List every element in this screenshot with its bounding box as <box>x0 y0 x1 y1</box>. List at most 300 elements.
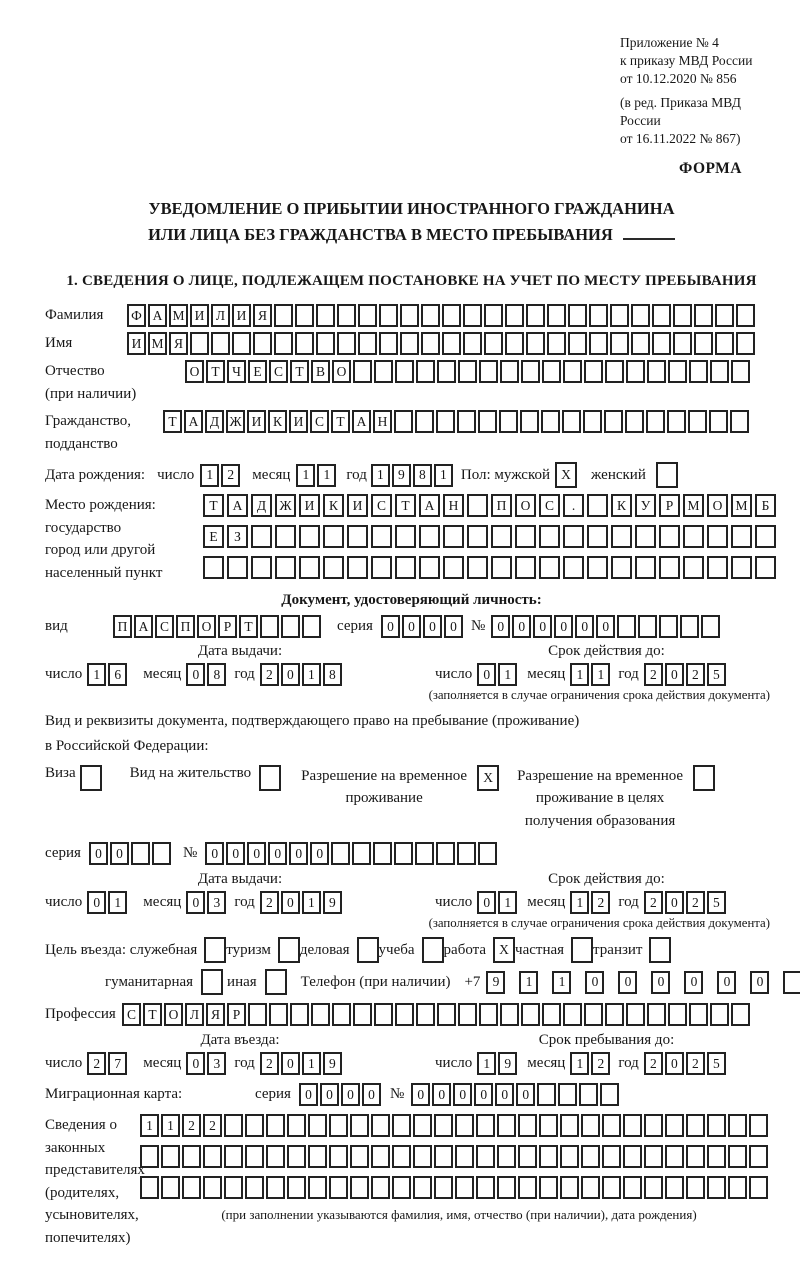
char-box[interactable] <box>686 1176 705 1199</box>
char-box[interactable]: 2 <box>644 891 663 914</box>
char-box[interactable]: 0 <box>575 615 594 638</box>
char-box[interactable]: С <box>269 360 288 383</box>
char-box[interactable] <box>505 332 524 355</box>
char-box[interactable] <box>602 1114 621 1137</box>
char-box[interactable] <box>295 332 314 355</box>
char-box[interactable] <box>715 304 734 327</box>
char-box[interactable] <box>332 1003 351 1026</box>
char-box[interactable] <box>623 1114 642 1137</box>
char-box[interactable] <box>539 525 560 548</box>
char-box[interactable] <box>161 1176 180 1199</box>
char-box[interactable] <box>434 1176 453 1199</box>
char-box[interactable]: С <box>310 410 329 433</box>
char-box[interactable] <box>539 556 560 579</box>
char-box[interactable] <box>421 304 440 327</box>
char-box[interactable]: 9 <box>392 464 411 487</box>
char-box[interactable] <box>476 1114 495 1137</box>
char-box[interactable] <box>689 1003 708 1026</box>
char-box[interactable] <box>253 332 272 355</box>
char-box[interactable] <box>707 1176 726 1199</box>
char-box[interactable] <box>709 410 728 433</box>
char-box[interactable] <box>707 525 728 548</box>
char-box[interactable] <box>659 556 680 579</box>
char-box[interactable]: 0 <box>186 891 205 914</box>
char-box[interactable] <box>245 1176 264 1199</box>
char-box[interactable]: И <box>289 410 308 433</box>
char-box[interactable]: 0 <box>750 971 769 994</box>
char-box[interactable] <box>484 304 503 327</box>
char-box[interactable] <box>458 360 477 383</box>
char-box[interactable] <box>584 1003 603 1026</box>
char-box[interactable] <box>631 332 650 355</box>
char-box[interactable] <box>647 1003 666 1026</box>
char-box[interactable] <box>560 1145 579 1168</box>
char-box[interactable] <box>467 556 488 579</box>
char-box[interactable] <box>736 304 755 327</box>
char-box[interactable] <box>707 1145 726 1168</box>
char-box[interactable] <box>467 525 488 548</box>
char-box[interactable] <box>201 969 223 995</box>
char-box[interactable] <box>731 556 752 579</box>
char-box[interactable]: 8 <box>207 663 226 686</box>
char-box[interactable]: Д <box>251 494 272 517</box>
char-box[interactable] <box>140 1176 159 1199</box>
char-box[interactable] <box>413 1176 432 1199</box>
char-box[interactable]: К <box>611 494 632 517</box>
char-box[interactable] <box>539 1176 558 1199</box>
char-box[interactable]: О <box>707 494 728 517</box>
char-box[interactable]: И <box>299 494 320 517</box>
char-box[interactable] <box>463 304 482 327</box>
char-box[interactable] <box>203 1176 222 1199</box>
char-box[interactable] <box>688 410 707 433</box>
char-box[interactable] <box>274 304 293 327</box>
char-box[interactable] <box>755 556 776 579</box>
char-box[interactable] <box>204 937 226 963</box>
char-box[interactable]: А <box>184 410 203 433</box>
char-box[interactable] <box>547 332 566 355</box>
char-box[interactable] <box>457 410 476 433</box>
char-box[interactable] <box>479 360 498 383</box>
char-box[interactable] <box>434 1114 453 1137</box>
char-box[interactable]: 0 <box>268 842 287 865</box>
char-box[interactable] <box>281 615 300 638</box>
char-box[interactable]: Б <box>755 494 776 517</box>
char-box[interactable] <box>668 360 687 383</box>
char-box[interactable] <box>287 1114 306 1137</box>
char-box[interactable] <box>413 1145 432 1168</box>
char-box[interactable]: 7 <box>108 1052 127 1075</box>
char-box[interactable]: 2 <box>221 464 240 487</box>
char-box[interactable]: 0 <box>512 615 531 638</box>
char-box[interactable]: 0 <box>381 615 400 638</box>
char-box[interactable]: 0 <box>477 891 496 914</box>
char-box[interactable] <box>232 332 251 355</box>
char-box[interactable] <box>518 1145 537 1168</box>
char-box[interactable]: 0 <box>516 1083 535 1106</box>
char-box[interactable]: 2 <box>260 891 279 914</box>
char-box[interactable] <box>227 556 248 579</box>
char-box[interactable] <box>499 410 518 433</box>
char-box[interactable] <box>668 1003 687 1026</box>
char-box[interactable]: 2 <box>182 1114 201 1137</box>
char-box[interactable] <box>308 1176 327 1199</box>
char-box[interactable] <box>710 1003 729 1026</box>
char-box[interactable] <box>731 360 750 383</box>
char-box[interactable] <box>579 1083 598 1106</box>
char-box[interactable] <box>394 842 413 865</box>
char-box[interactable]: М <box>148 332 167 355</box>
char-box[interactable] <box>442 332 461 355</box>
char-box[interactable]: 2 <box>591 891 610 914</box>
char-box[interactable] <box>683 556 704 579</box>
char-box[interactable] <box>353 360 372 383</box>
char-box[interactable] <box>625 410 644 433</box>
char-box[interactable] <box>626 360 645 383</box>
char-box[interactable] <box>421 332 440 355</box>
char-box[interactable] <box>308 1114 327 1137</box>
char-box[interactable] <box>419 556 440 579</box>
char-box[interactable] <box>665 1114 684 1137</box>
char-box[interactable] <box>652 332 671 355</box>
char-box[interactable]: 0 <box>474 1083 493 1106</box>
char-box[interactable] <box>457 842 476 865</box>
char-box[interactable]: Ч <box>227 360 246 383</box>
char-box[interactable] <box>479 1003 498 1026</box>
char-box[interactable] <box>605 1003 624 1026</box>
char-box[interactable] <box>581 1114 600 1137</box>
char-box[interactable] <box>323 556 344 579</box>
char-box[interactable] <box>400 304 419 327</box>
char-box[interactable] <box>265 969 287 995</box>
char-box[interactable] <box>224 1176 243 1199</box>
char-box[interactable]: С <box>122 1003 141 1026</box>
char-box[interactable] <box>715 332 734 355</box>
char-box[interactable]: 9 <box>498 1052 517 1075</box>
char-box[interactable]: 5 <box>707 663 726 686</box>
char-box[interactable]: 1 <box>591 663 610 686</box>
char-box[interactable] <box>605 360 624 383</box>
char-box[interactable]: А <box>148 304 167 327</box>
char-box[interactable] <box>371 525 392 548</box>
char-box[interactable]: И <box>347 494 368 517</box>
char-box[interactable] <box>667 410 686 433</box>
char-box[interactable] <box>673 304 692 327</box>
char-box[interactable]: Я <box>206 1003 225 1026</box>
char-box[interactable] <box>260 615 279 638</box>
char-box[interactable] <box>337 304 356 327</box>
char-box[interactable]: Р <box>218 615 237 638</box>
char-box[interactable] <box>560 1176 579 1199</box>
char-box[interactable]: 0 <box>89 842 108 865</box>
char-box[interactable] <box>539 1114 558 1137</box>
char-box[interactable]: 0 <box>411 1083 430 1106</box>
char-box[interactable] <box>436 842 455 865</box>
char-box[interactable] <box>371 1145 390 1168</box>
char-box[interactable] <box>347 556 368 579</box>
char-box[interactable]: 0 <box>495 1083 514 1106</box>
char-box[interactable] <box>646 410 665 433</box>
char-box[interactable]: 1 <box>434 464 453 487</box>
char-box[interactable]: 2 <box>203 1114 222 1137</box>
char-box[interactable]: 1 <box>296 464 315 487</box>
char-box[interactable]: Ж <box>226 410 245 433</box>
char-box[interactable] <box>245 1114 264 1137</box>
char-box[interactable]: Ф <box>127 304 146 327</box>
char-box[interactable] <box>749 1114 768 1137</box>
char-box[interactable]: В <box>311 360 330 383</box>
char-box[interactable] <box>251 556 272 579</box>
char-box[interactable]: 2 <box>686 1052 705 1075</box>
char-box[interactable] <box>563 360 582 383</box>
char-box[interactable] <box>357 937 379 963</box>
char-box[interactable] <box>224 1114 243 1137</box>
char-box[interactable] <box>610 304 629 327</box>
char-box[interactable]: М <box>683 494 704 517</box>
char-box[interactable]: X <box>493 937 515 963</box>
char-box[interactable] <box>316 332 335 355</box>
char-box[interactable]: А <box>227 494 248 517</box>
char-box[interactable] <box>140 1145 159 1168</box>
char-box[interactable] <box>392 1114 411 1137</box>
char-box[interactable] <box>558 1083 577 1106</box>
char-box[interactable]: П <box>176 615 195 638</box>
char-box[interactable]: 0 <box>432 1083 451 1106</box>
char-box[interactable] <box>245 1145 264 1168</box>
char-box[interactable] <box>611 556 632 579</box>
char-box[interactable] <box>80 765 102 791</box>
char-box[interactable] <box>203 1145 222 1168</box>
char-box[interactable] <box>316 304 335 327</box>
char-box[interactable]: 0 <box>281 891 300 914</box>
char-box[interactable]: К <box>268 410 287 433</box>
char-box[interactable] <box>602 1145 621 1168</box>
char-box[interactable]: 1 <box>302 891 321 914</box>
char-box[interactable] <box>656 462 678 488</box>
char-box[interactable]: 0 <box>423 615 442 638</box>
char-box[interactable]: У <box>635 494 656 517</box>
char-box[interactable] <box>652 304 671 327</box>
char-box[interactable]: 0 <box>651 971 670 994</box>
char-box[interactable] <box>434 1145 453 1168</box>
char-box[interactable] <box>302 615 321 638</box>
char-box[interactable] <box>379 332 398 355</box>
char-box[interactable] <box>623 1176 642 1199</box>
char-box[interactable] <box>437 360 456 383</box>
char-box[interactable] <box>604 410 623 433</box>
char-box[interactable] <box>731 525 752 548</box>
char-box[interactable] <box>542 1003 561 1026</box>
char-box[interactable]: 1 <box>498 891 517 914</box>
char-box[interactable]: 0 <box>226 842 245 865</box>
char-box[interactable]: 0 <box>665 1052 684 1075</box>
char-box[interactable] <box>295 304 314 327</box>
char-box[interactable] <box>707 1114 726 1137</box>
char-box[interactable] <box>337 332 356 355</box>
char-box[interactable]: 0 <box>205 842 224 865</box>
char-box[interactable] <box>571 937 593 963</box>
char-box[interactable]: 1 <box>570 1052 589 1075</box>
char-box[interactable] <box>478 410 497 433</box>
char-box[interactable] <box>413 1114 432 1137</box>
char-box[interactable] <box>749 1176 768 1199</box>
char-box[interactable]: 0 <box>281 1052 300 1075</box>
char-box[interactable] <box>497 1145 516 1168</box>
char-box[interactable] <box>515 556 536 579</box>
char-box[interactable] <box>287 1176 306 1199</box>
char-box[interactable] <box>649 937 671 963</box>
char-box[interactable] <box>211 332 230 355</box>
char-box[interactable]: 9 <box>323 1052 342 1075</box>
char-box[interactable] <box>373 842 392 865</box>
char-box[interactable]: 8 <box>413 464 432 487</box>
char-box[interactable]: 0 <box>310 842 329 865</box>
char-box[interactable]: 1 <box>371 464 390 487</box>
char-box[interactable] <box>728 1145 747 1168</box>
char-box[interactable] <box>476 1145 495 1168</box>
char-box[interactable]: С <box>371 494 392 517</box>
char-box[interactable]: 0 <box>618 971 637 994</box>
char-box[interactable] <box>311 1003 330 1026</box>
char-box[interactable]: 0 <box>186 663 205 686</box>
char-box[interactable]: Т <box>143 1003 162 1026</box>
char-box[interactable]: Т <box>290 360 309 383</box>
char-box[interactable] <box>395 1003 414 1026</box>
char-box[interactable] <box>400 332 419 355</box>
char-box[interactable] <box>673 332 692 355</box>
char-box[interactable] <box>347 525 368 548</box>
char-box[interactable] <box>683 525 704 548</box>
char-box[interactable] <box>568 332 587 355</box>
char-box[interactable] <box>783 971 800 994</box>
char-box[interactable]: X <box>555 462 577 488</box>
char-box[interactable]: П <box>491 494 512 517</box>
char-box[interactable] <box>416 1003 435 1026</box>
char-box[interactable]: М <box>169 304 188 327</box>
char-box[interactable]: 2 <box>260 663 279 686</box>
char-box[interactable] <box>611 525 632 548</box>
char-box[interactable]: 0 <box>665 663 684 686</box>
char-box[interactable]: Я <box>169 332 188 355</box>
char-box[interactable]: С <box>539 494 560 517</box>
char-box[interactable] <box>278 937 300 963</box>
char-box[interactable]: И <box>232 304 251 327</box>
char-box[interactable] <box>329 1114 348 1137</box>
char-box[interactable] <box>497 1176 516 1199</box>
char-box[interactable]: 1 <box>87 663 106 686</box>
char-box[interactable] <box>374 1003 393 1026</box>
char-box[interactable]: 0 <box>491 615 510 638</box>
char-box[interactable]: 8 <box>323 663 342 686</box>
char-box[interactable]: И <box>247 410 266 433</box>
char-box[interactable] <box>422 937 444 963</box>
char-box[interactable] <box>374 360 393 383</box>
char-box[interactable]: Я <box>253 304 272 327</box>
char-box[interactable] <box>647 360 666 383</box>
char-box[interactable] <box>484 332 503 355</box>
char-box[interactable]: 0 <box>186 1052 205 1075</box>
char-box[interactable] <box>731 1003 750 1026</box>
char-box[interactable] <box>665 1176 684 1199</box>
char-box[interactable] <box>644 1145 663 1168</box>
char-box[interactable]: 0 <box>585 971 604 994</box>
char-box[interactable] <box>589 304 608 327</box>
char-box[interactable] <box>694 332 713 355</box>
char-box[interactable] <box>659 525 680 548</box>
char-box[interactable] <box>350 1145 369 1168</box>
char-box[interactable]: 3 <box>207 891 226 914</box>
char-box[interactable]: 0 <box>665 891 684 914</box>
char-box[interactable]: А <box>419 494 440 517</box>
char-box[interactable]: 0 <box>444 615 463 638</box>
char-box[interactable] <box>308 1145 327 1168</box>
char-box[interactable] <box>224 1145 243 1168</box>
char-box[interactable]: Р <box>227 1003 246 1026</box>
char-box[interactable] <box>419 525 440 548</box>
char-box[interactable] <box>161 1145 180 1168</box>
char-box[interactable] <box>392 1176 411 1199</box>
char-box[interactable] <box>728 1114 747 1137</box>
char-box[interactable] <box>710 360 729 383</box>
char-box[interactable]: М <box>731 494 752 517</box>
char-box[interactable]: Е <box>203 525 224 548</box>
char-box[interactable]: 1 <box>498 663 517 686</box>
char-box[interactable] <box>455 1114 474 1137</box>
char-box[interactable]: Н <box>373 410 392 433</box>
char-box[interactable] <box>520 410 539 433</box>
char-box[interactable] <box>600 1083 619 1106</box>
char-box[interactable] <box>568 304 587 327</box>
char-box[interactable] <box>379 304 398 327</box>
char-box[interactable] <box>182 1176 201 1199</box>
char-box[interactable]: 2 <box>591 1052 610 1075</box>
char-box[interactable] <box>329 1176 348 1199</box>
char-box[interactable]: О <box>164 1003 183 1026</box>
char-box[interactable] <box>395 556 416 579</box>
char-box[interactable] <box>416 360 435 383</box>
char-box[interactable]: 2 <box>260 1052 279 1075</box>
char-box[interactable] <box>693 765 715 791</box>
char-box[interactable]: О <box>197 615 216 638</box>
char-box[interactable] <box>436 410 455 433</box>
char-box[interactable] <box>689 360 708 383</box>
char-box[interactable] <box>442 304 461 327</box>
char-box[interactable] <box>563 556 584 579</box>
char-box[interactable]: 1 <box>302 1052 321 1075</box>
char-box[interactable]: Т <box>331 410 350 433</box>
char-box[interactable]: . <box>563 494 584 517</box>
char-box[interactable]: 5 <box>707 891 726 914</box>
char-box[interactable] <box>581 1145 600 1168</box>
char-box[interactable]: И <box>127 332 146 355</box>
char-box[interactable] <box>299 525 320 548</box>
char-box[interactable]: 1 <box>570 663 589 686</box>
char-box[interactable]: Т <box>203 494 224 517</box>
char-box[interactable]: 1 <box>552 971 571 994</box>
char-box[interactable] <box>617 615 636 638</box>
char-box[interactable] <box>526 332 545 355</box>
char-box[interactable] <box>583 410 602 433</box>
char-box[interactable]: К <box>323 494 344 517</box>
char-box[interactable] <box>371 1114 390 1137</box>
char-box[interactable]: 1 <box>108 891 127 914</box>
char-box[interactable]: 0 <box>684 971 703 994</box>
char-box[interactable] <box>602 1176 621 1199</box>
char-box[interactable] <box>686 1114 705 1137</box>
char-box[interactable] <box>266 1114 285 1137</box>
char-box[interactable]: 6 <box>108 663 127 686</box>
char-box[interactable] <box>537 1083 556 1106</box>
